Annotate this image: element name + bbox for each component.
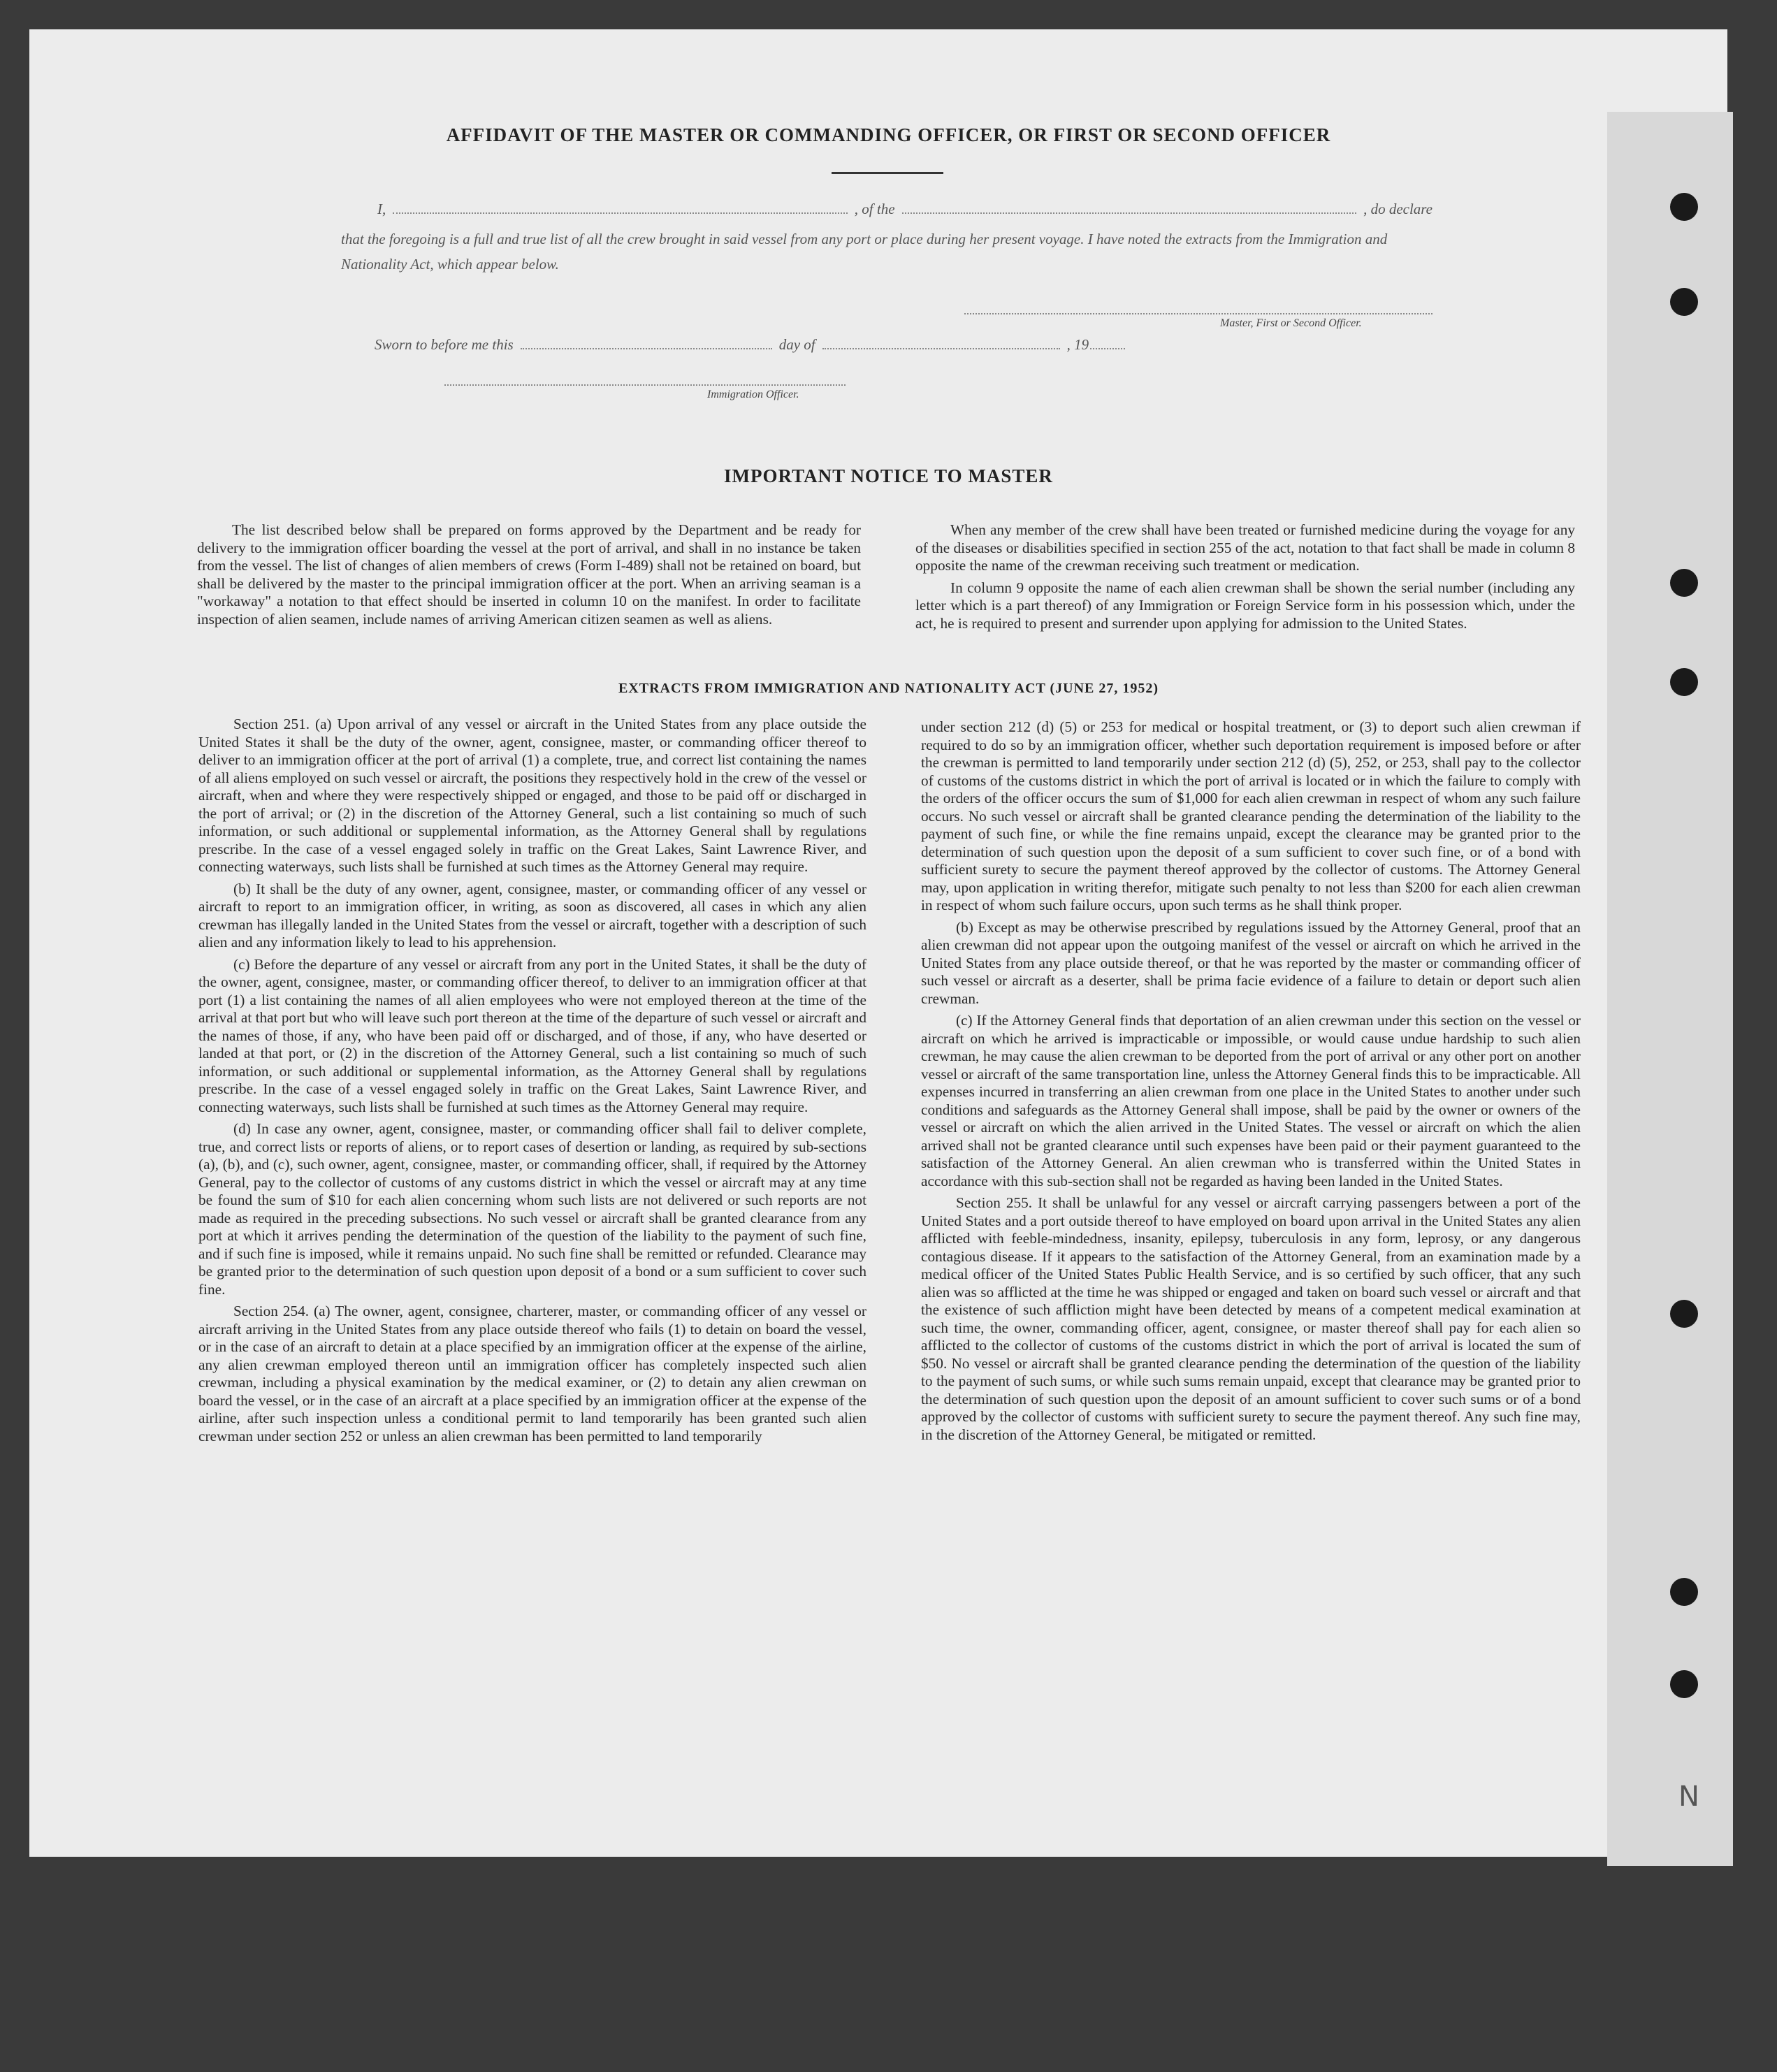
extracts-right-column (921, 718, 1581, 1448)
extract-paragraph: (b) Except as may be otherwise prescribed by regulations issued by the Attorney General, proof that an alien crewman did not appear upon the outgoing manifest of the vessel or aircraft on which he arrived in the United States from any place outside thereof, or that he was reported by the master or commanding officer of such vessel or aircraft as a deserter, shall be prima facie evidence of a failure to detain or deport such alien crewman. (921, 918, 1581, 1007)
punch-hole (1670, 1578, 1698, 1606)
sworn-day-field[interactable] (521, 335, 772, 349)
extract-paragraph: Section 254. (a) The owner, agent, consignee, charterer, master, or commanding officer of any vessel or aircraft arriving in the United States from any place outside thereof who fails (1) to detain on board the vessel, or in the case of an aircraft to detain at a place specified by an immigration officer at the expense of the airline, any alien crewman employed thereon until an immigration officer has completely inspected such alien crewman, including a physical examination by the medical examiner, or (2) to detain any alien crewman on board the vessel, or in the case of an aircraft at a place specified by an immigration officer at the expense of the airline, after such inspection unless a conditional permit to land temporarily has been granted such alien crewman under section 252 or unless an alien crewman has been permitted to land temporarily (198, 1303, 866, 1444)
sworn-line (375, 335, 1185, 354)
notice-right-paragraph: When any member of the crew shall have been treated or furnished medicine during the voyage for any of the diseases or disabilities specified in section 255 of the act, notation to that fact shall be made in column 8 opposite the name of the crewman receiving such treatment or medication. (915, 521, 1575, 574)
handwritten-mark: N (1678, 1781, 1699, 1813)
notice-left-paragraph: The list described below shall be prepared on forms approved by the Department and be ready for delivery to the immigration officer boarding the vessel at the port of arrival, and shall in no instance be taken from the vessel. The list of changes of alien members of crews (Form I-489) shall not be retained on board, but shall be delivered by the master to the principal immigration officer at the port. When an arriving seaman is a "workaway" a notation to that effect should be inserted in column 10 on the manifest. In order to facilitate inspection of alien seamen, include names of arriving American citizen seamen as well as aliens. (197, 521, 861, 628)
i-label: I, (377, 201, 386, 217)
punch-hole (1670, 193, 1698, 221)
officer-caption: Immigration Officer. (707, 389, 799, 400)
declaration-line (377, 200, 1433, 218)
extracts-title: EXTRACTS FROM IMMIGRATION AND NATIONALITY ACT (JUNE 27, 1952) (618, 681, 1159, 696)
affidavit-title: AFFIDAVIT OF THE MASTER OR COMMANDING OFFICER, OR FIRST OR SECOND OFFICER (446, 124, 1331, 145)
title-rule (832, 172, 943, 174)
sworn-label: Sworn to before me this (375, 336, 514, 353)
name-field[interactable] (393, 200, 848, 214)
punch-hole (1670, 569, 1698, 597)
extract-paragraph: (b) It shall be the duty of any owner, agent, consignee, master, or commanding officer of any vessel or aircraft to report to an immigration officer, in writing, as soon as discovered, all cases in which any alien crewman has illegally landed in the United States from the vessel or aircraft, together with a description of such alien and any information likely to lead to his apprehension. (198, 880, 866, 950)
extract-paragraph: (c) If the Attorney General finds that deportation of an alien crewman under this section on the vessel or aircraft on which he arrived is impracticable or impossible, or would cause undue hardship to such alien crewman, he may cause the alien crewman to be deported from the port of arrival or any other port on another vessel or aircraft of the same transportation line, unless the Attorney General finds this to be impracticable. All expenses incurred in transferring an alien crewman from one place in the United States to another under such conditions and safeguards as the Attorney General shall impose, shall be paid by the owner or owners of the vessel or aircraft on which the alien arrived in the United States. The vessel or aircraft on which the alien arrived shall not be granted clearance until such expenses have been paid or their payment guaranteed to the satisfaction of the Attorney General. An alien crewman who is transferred within the United States in accordance with this sub-section shall not be regarded as having been landed in the United States. (921, 1012, 1581, 1189)
notice-right-paragraph: In column 9 opposite the name of each alien crewman shall be shown the serial number (including any letter which is a part thereof) of any Immigration or Foreign Service form in his possession which, under the act, he is required to present and surrender upon applying for admission to the United States. (915, 579, 1575, 632)
extract-paragraph: Section 255. It shall be unlawful for any vessel or aircraft carrying passengers between a port of the United States and a port outside thereof to have employed on board upon arrival in the United States any alien afflicted with feeble-mindedness, insanity, epilepsy, tuberculosis in any form, leprosy, or any dangerous contagious disease. If it appears to the satisfaction of the Attorney General, from an examination made by a medical officer of the United States Public Health Service, and is so certified by such officer, that any such alien was so afflicted at the time he was shipped or engaged and taken on board such vessel or aircraft and that the existence of such affliction might have been detected by means of a competent medical examination at such time, the owner, commanding officer, agent, consignee, or master thereof shall pay for each alien so afflicted to the collector of customs of the customs district in which the port of arrival is located the sum of $50. No vessel or aircraft shall be granted clearance pending the determination of the question of the liability to the payment of such sums, or while such sums remain unpaid, except that clearance may be granted prior to the determination of such question upon the deposit of an amount sufficient to cover such sums or of a bond approved by the collector of customs with sufficient surety to secure the payment thereof. Any such fine may, in the discretion of the Attorney General, be mitigated or remitted. (921, 1194, 1581, 1443)
extract-paragraph: under section 212 (d) (5) or 253 for medical or hospital treatment, or (3) to deport such alien crewman if required to do so by an immigration officer, whether such deportation requirement is imposed before or after the crewman is permitted to land temporarily under section 212 (d) (5), 252, or 253, shall pay to the collector of customs of the customs district in which the port of arrival is located or in which the failure to comply with the orders of the officer occurs the sum of $1,000 for each alien crewman in respect of whom any such failure occurs. No such vessel or aircraft shall be granted clearance pending the determination of the liability to the payment of such fine, or while the fine remains unpaid, except the clearance may be granted prior to the determination of such question upon the deposit of a sum sufficient to cover such fine, or of a bond with sufficient surety to secure the payment thereof approved by the collector of customs. The Attorney General may, upon application in writing therefor, mitigate such penalty to not less than $200 for each alien crewman in respect of whom such failure occurs, upon such terms as he shall think proper. (921, 718, 1581, 913)
do-declare-label: , do declare (1363, 201, 1433, 217)
punch-hole (1670, 288, 1698, 316)
binder-strip (1607, 112, 1733, 1866)
extract-paragraph: (c) Before the departure of any vessel or aircraft from any port in the United States, it shall be the duty of the owner, agent, consignee, master, or commanding officer thereof, to deliver to an immigration officer at that port (1) a list containing the names of all alien employees who were not employed thereon at the time of the arrival at that port but who will leave such port thereon at the time of the departure of such vessel or aircraft and the names of those, if any, who have been paid off or discharged, and of those, if any, who have deserted or landed at that port, or (2) in the discretion of the Attorney General, such a list containing so much of such information, or such additional or supplemental information, as the Attorney General shall by regulations prescribe. In the case of a vessel engaged solely in traffic on the Great Lakes, Saint Lawrence River, and connecting waterways, such lists shall be furnished at such times as the Attorney General may require. (198, 955, 866, 1115)
notice-right-column (915, 521, 1575, 637)
extract-paragraph: Section 251. (a) Upon arrival of any vessel or aircraft in the United States from any place outside the United States it shall be the duty of the owner, agent, consignee, master, or commanding officer thereof to deliver to an immigration officer at the port of arrival (1) a complete, true, and correct list containing the names of all aliens employed on such vessel or aircraft, the positions they respectively hold in the crew of the vessel or aircraft, when and where they were respectively shipped or engaged, and those to be paid off or discharged in the port of arrival; or (2) in the discretion of the Attorney General, such a list containing so much of such information, or such additional or supplemental information, as the Attorney General shall by regulations prescribe. In the case of a vessel engaged solely in traffic on the Great Lakes, Saint Lawrence River, and connecting waterways, such lists shall be furnished at such times as the Attorney General may require. (198, 716, 866, 875)
extracts-left-column (198, 716, 866, 1449)
of-the-label: , of the (854, 201, 895, 217)
sworn-month-field[interactable] (822, 335, 1060, 349)
master-caption: Master, First or Second Officer. (1220, 317, 1362, 329)
punch-hole (1670, 1300, 1698, 1328)
notice-left-column (197, 521, 861, 632)
year-label: , 19 (1066, 336, 1089, 353)
punch-hole (1670, 1670, 1698, 1698)
extract-paragraph: (d) In case any owner, agent, consignee, master, or commanding officer shall fail to deliver complete, true, and correct lists or reports of aliens, or to report cases of desertion or landing, as required by sub-sections (a), (b), and (c), such owner, agent, consignee, master, or commanding officer, shall, if required by the Attorney General, pay to the collector of customs of any customs district in which the vessel or aircraft may at any time be found the sum of $10 for each alien concerning whom such lists are not delivered or such reports are not made as required in the preceding subsections. No such vessel or aircraft shall be granted clearance from any port at which it arrives pending the determination of the question of the liability to the payment of such fine, and if such fine is imposed, while it remains unpaid. No such fine shall be remitted or refunded. Clearance may be granted prior to the determination of such question upon deposit of a bond or a sum sufficient to cover such fine. (198, 1120, 866, 1298)
day-of-label: day of (778, 336, 815, 353)
vessel-field[interactable] (902, 200, 1357, 214)
sworn-year-field[interactable] (1090, 335, 1125, 349)
notice-title: IMPORTANT NOTICE TO MASTER (724, 465, 1053, 486)
declaration-statement: that the foregoing is a full and true list of all the crew brought in said vessel from any port or place during her present voyage. I have noted the extracts from the Immigration and Nationality Act, which appear below. (341, 231, 1388, 273)
officer-signature-line[interactable] (444, 384, 846, 386)
master-signature-line[interactable] (964, 313, 1433, 314)
